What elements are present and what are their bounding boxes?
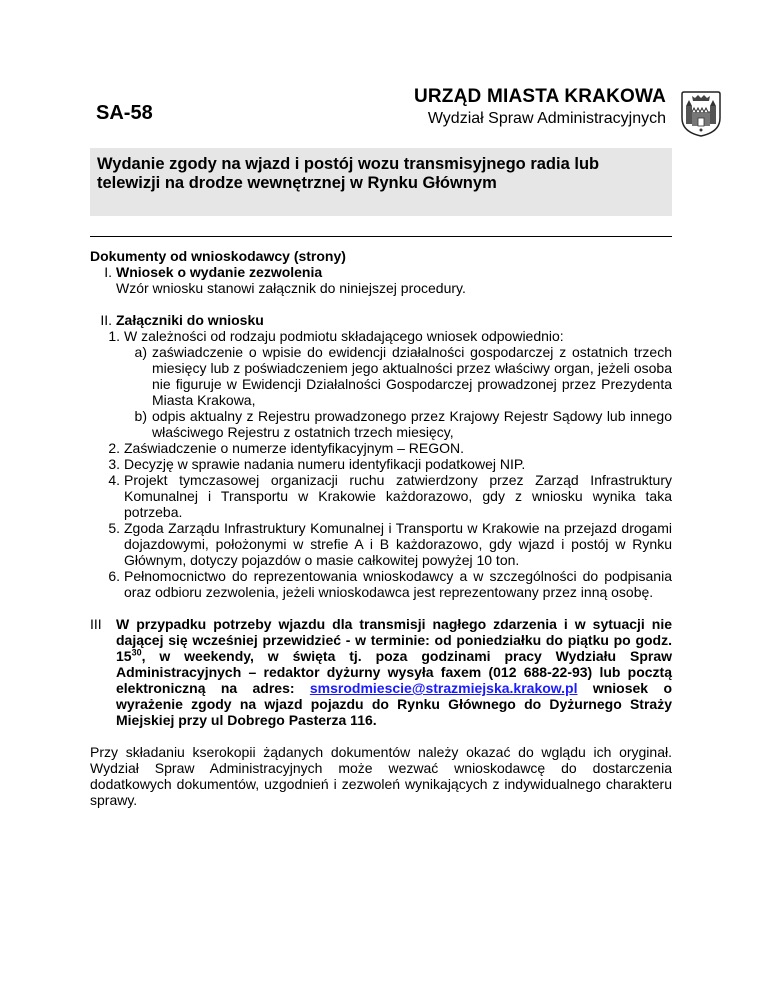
section-2-number: II. — [100, 312, 112, 328]
section-1 — [90, 264, 672, 296]
list-item-number: 6. — [108, 568, 120, 584]
divider — [90, 236, 672, 237]
list-item-number: 1. — [108, 328, 120, 344]
list-item-text: Zaświadczenie o numerze identyfikacyjnym – REGON. — [124, 440, 465, 456]
list-item-number: 3. — [108, 456, 120, 472]
section-1-text: Wzór wniosku stanowi załącznik do niniejszej procedury. — [116, 280, 466, 296]
document-title: Wydanie zgody na wjazd i postój wozu transmisyjnego radia lub telewizji na drodze wewnętrznej w Rynku Głównym — [97, 155, 600, 192]
list-item — [90, 440, 672, 456]
section-3-text: W przypadku potrzeby wjazdu dla transmisji nagłego zdarzenia i w sytuacji nie dającej się wcześniej przewidzieć - w terminie: od poniedziałku do piątku po godz. $15^{30}$, w weekendy, w święta tj. poza godzinami pracy Wydziału Spraw Administracyjnych – redaktor dyżurny wysyła faxem (012 688-22-93) lub pocztą elektroniczną na adres: smsrodmiescie@strazmiejska.krakow.pl wniosek o wyrażenie zgody na wjazd pojazdu do Rynku Głównego do Dyżurnego Straży Miejskiej przy ul Dobrego Pasterza 116. — [116, 616, 672, 728]
sub-item-label: a) — [134, 344, 147, 360]
sub-item-a — [90, 344, 672, 408]
list-item-text: Decyzję w sprawie nadania numeru identyfikacji podatkowej NIP. — [124, 456, 526, 472]
sub-item-text: zaświadczenie o wpisie do ewidencji działalności gospodarczej z ostatnich trzech miesięcy lub z poświadczeniem jego aktualności przez właściwy organ, jeżeli osoba nie figuruje w Ewidencji Działalności Gospodarczej prowadzonej przez Prezydenta Miasta Krakowa, — [152, 344, 672, 408]
section-3 — [90, 616, 672, 728]
list-item — [90, 456, 672, 472]
coat-of-arms-icon — [678, 88, 724, 138]
list-item-text: Pełnomocnictwo do reprezentowania wnioskodawcy a w szczególności do podpisania oraz odbioru zezwolenia, jeżeli wnioskodawca jest reprezentowany przez inną osobę. — [124, 568, 672, 600]
procedure-code: SA-58 — [96, 102, 153, 124]
section-1-title: Wniosek o wydanie zezwolenia — [116, 264, 323, 280]
list-item-text: Zgoda Zarządu Infrastruktury Komunalnej i Transportu w Krakowie na przejazd drogami dojazdowymi, położonymi w strefie A i B każdorazowo, gdy wjazd i postój w Rynku Głównym, dotyczy pojazdów o masie całkowitej powyżej 10 ton. — [124, 520, 672, 568]
sub-item-label: b) — [134, 408, 147, 424]
list-item — [90, 472, 672, 520]
list-item-number: 2. — [108, 440, 120, 456]
department-name: Wydział Spraw Administracyjnych — [427, 110, 666, 127]
list-item-number: 5. — [108, 520, 120, 536]
section-1-number: I. — [104, 264, 112, 280]
section-3-number: III — [90, 616, 102, 632]
title-box — [90, 148, 672, 216]
list-item — [90, 520, 672, 568]
list-item — [90, 328, 672, 344]
closing-note: Przy składaniu kserokopii żądanych dokumentów należy okazać do wglądu ich oryginał. Wydział Spraw Administracyjnych może wezwać wnioskodawcę do dostarczenia dodatkowych dokumentów, uzgodnień i zezwoleń wynikających z indywidualnego charakteru sprawy. — [90, 744, 672, 808]
documents-heading: Dokumenty od wnioskodawcy (strony) — [90, 248, 346, 264]
section-2 — [90, 312, 672, 328]
document-content — [90, 248, 672, 808]
time-superscript: 30 — [131, 647, 142, 658]
email-link[interactable]: smsrodmiescie@strazmiejska.krakow.pl — [309, 680, 578, 696]
section-2-title: Załączniki do wniosku — [116, 312, 264, 328]
sub-item-b — [90, 408, 672, 440]
list-item-number: 4. — [108, 472, 120, 488]
list-item — [90, 568, 672, 600]
office-name: URZĄD MIASTA KRAKOWA — [413, 86, 666, 107]
list-item-text: Projekt tymczasowej organizacji ruchu zatwierdzony przez Zarząd Infrastruktury Komunalnej i Transportu w Krakowie każdorazowo, gdy z wniosku wynika taka potrzeba. — [124, 472, 672, 520]
list-item-text: W zależności od rodzaju podmiotu składającego wniosek odpowiednio: — [124, 328, 564, 344]
sub-item-text: odpis aktualny z Rejestru prowadzonego przez Krajowy Rejestr Sądowy lub innego właściwego Rejestru z ostatnich trzech miesięcy, — [152, 408, 672, 440]
